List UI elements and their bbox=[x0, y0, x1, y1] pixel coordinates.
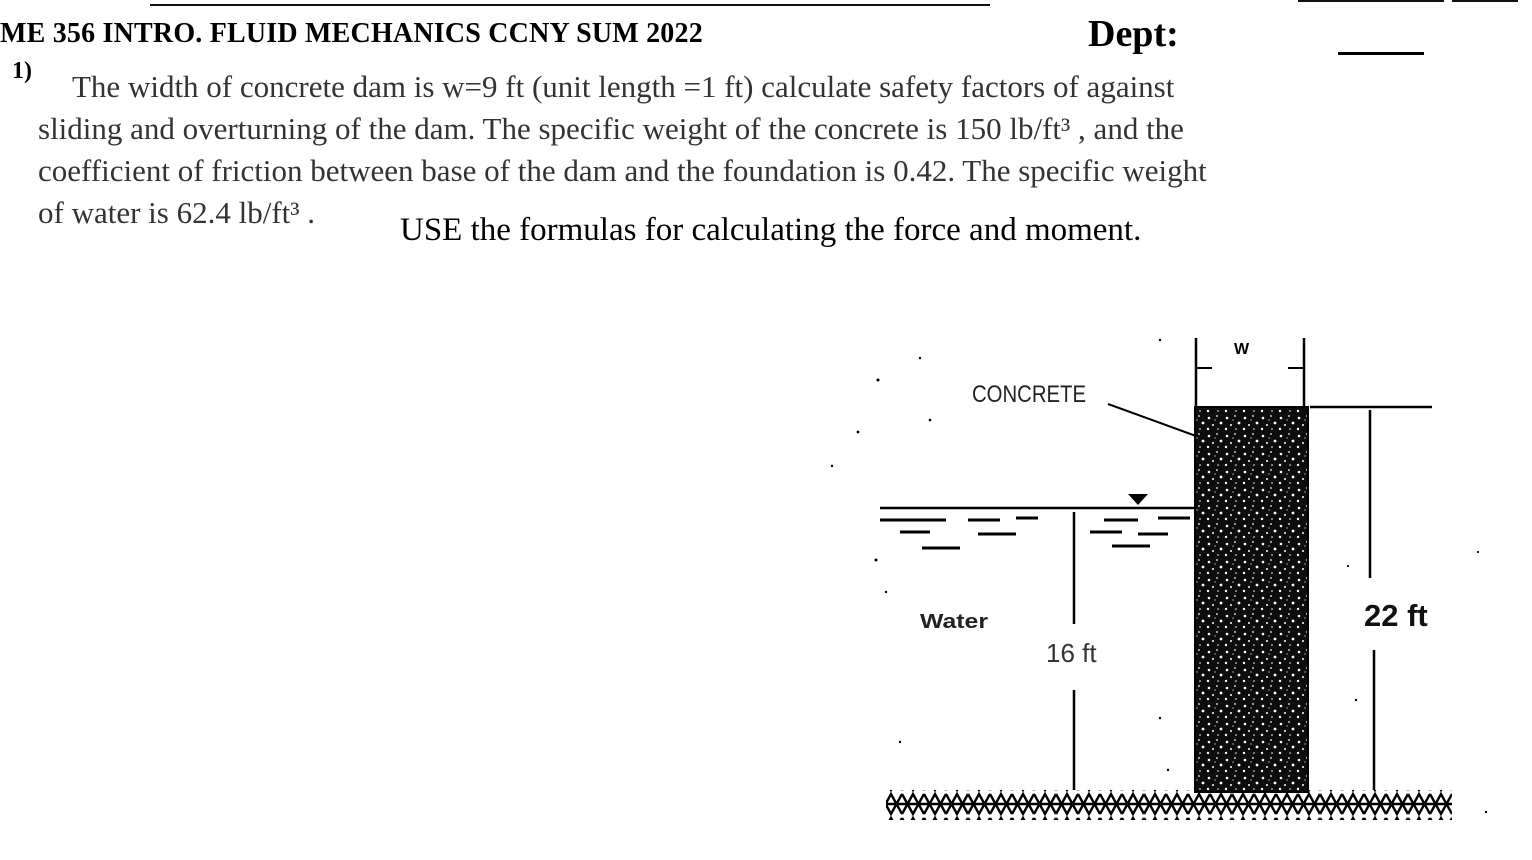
problem-line-2: sliding and overturning of the dam. The specific weight of the concrete is 150 lb/ft³ , and the bbox=[38, 111, 1184, 146]
water-depth-label: 16 ft bbox=[1046, 638, 1097, 668]
problem-line-1: The width of concrete dam is w=9 ft (unit length =1 ft) calculate safety factors of against bbox=[72, 69, 1175, 104]
water-level-marker bbox=[1128, 494, 1148, 505]
water-label: Water bbox=[920, 611, 989, 633]
problem-line-3: coefficient of friction between base of the dam and the foundation is 0.42. The specific weight bbox=[38, 153, 1207, 188]
concrete-label: CONCRETE bbox=[972, 381, 1086, 408]
water-ripples bbox=[880, 518, 1190, 548]
width-label: W bbox=[1234, 341, 1250, 358]
dam-height-label: 22 ft bbox=[1364, 598, 1428, 633]
ground-hatch bbox=[886, 790, 1452, 820]
scan-specks bbox=[831, 339, 1487, 813]
concrete-dam bbox=[1195, 407, 1308, 792]
dept-label: Dept: bbox=[1088, 13, 1179, 55]
instruction-text: USE the formulas for calculating the force and moment. bbox=[400, 212, 1142, 248]
concrete-leader-line bbox=[1108, 404, 1196, 436]
problem-line-4: of water is 62.4 lb/ft³ . bbox=[38, 195, 316, 230]
question-number: 1) bbox=[12, 58, 32, 84]
course-title: ME 356 INTRO. FLUID MECHANICS CCNY SUM 2022 bbox=[0, 18, 703, 49]
